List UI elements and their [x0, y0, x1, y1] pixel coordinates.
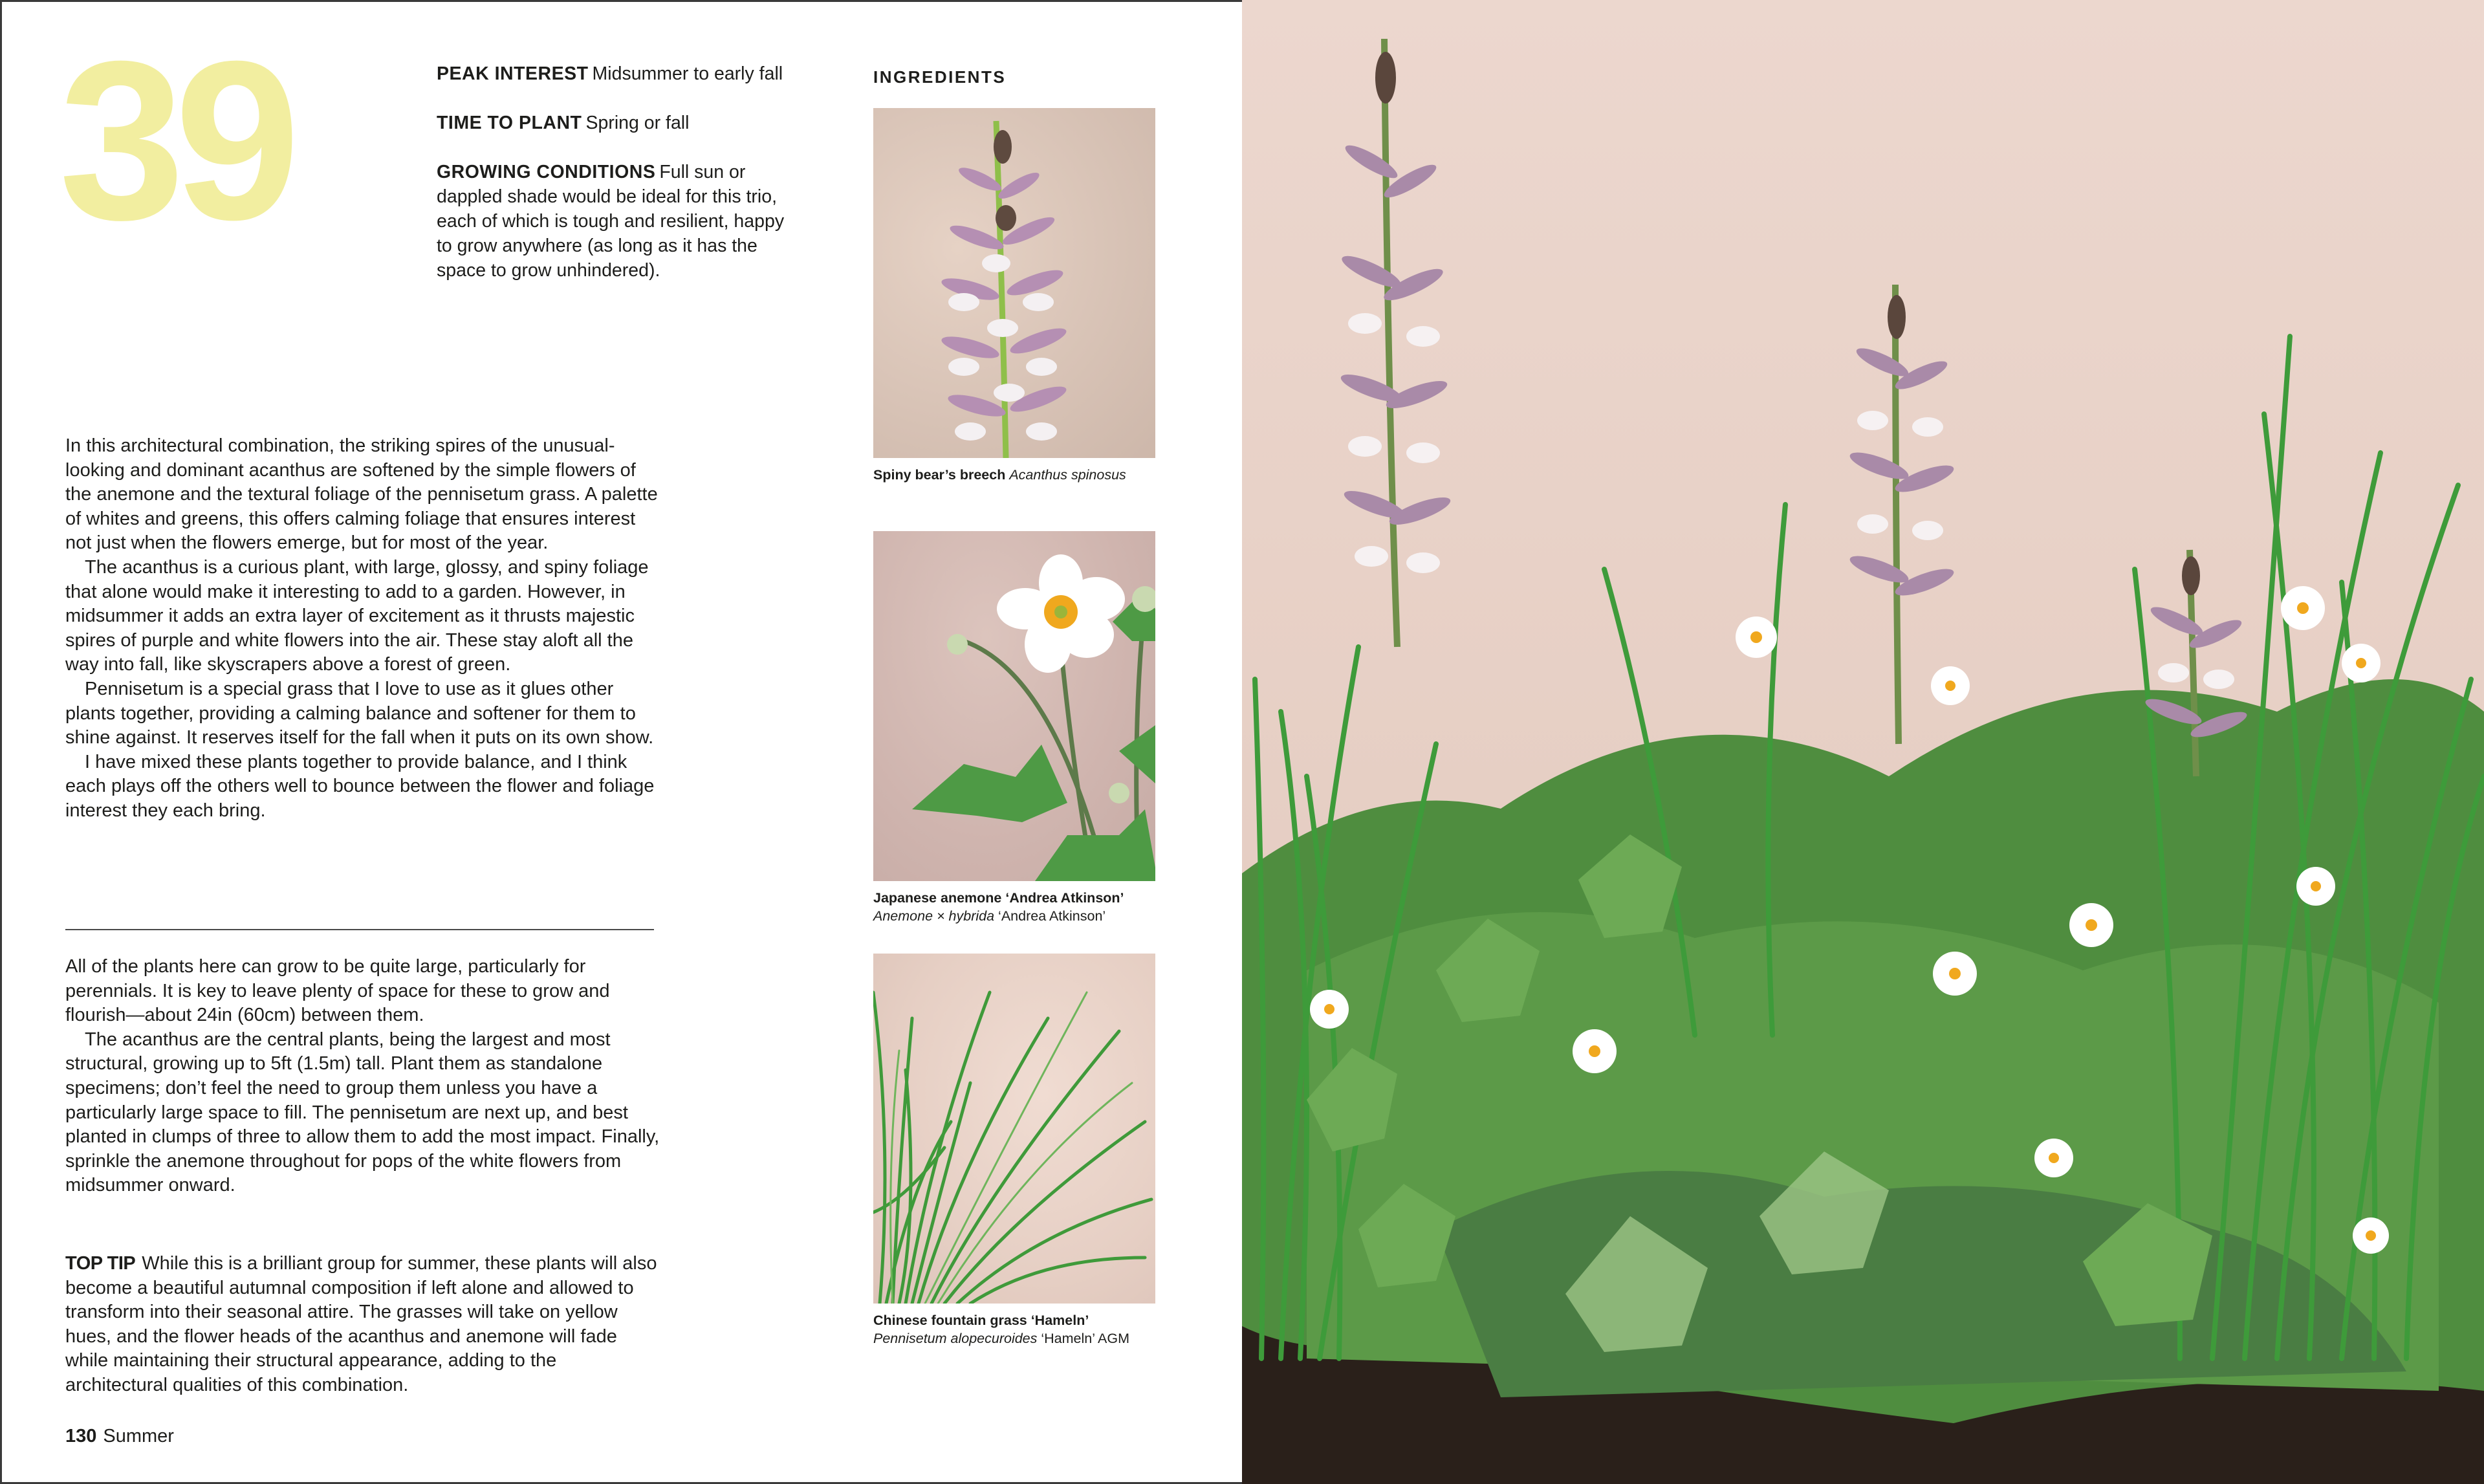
- fact-value: Full sun or dappled shade would be ideal for this trio, each of which is tough and resilient, happy to grow anywhere (as long as it has the space to grow unhindered).: [437, 162, 785, 281]
- fact-label: TIME TO PLANT: [437, 113, 582, 133]
- page-footer: [65, 1424, 174, 1448]
- intro-text: [65, 434, 660, 824]
- common-name: Chinese fountain grass ‘Hameln’: [873, 1313, 1089, 1328]
- paragraph: In this architectural combination, the striking spires of the unusual-looking and dominant acanthus are softened by the simple flowers of the anemone and the textural foliage of the pennisetum grass. A palette of whites and greens, this offers calming foliage that ensures interest not just when the flowers emerge, but for most of the year.: [65, 435, 658, 554]
- section-name: Summer: [103, 1426, 174, 1446]
- recipe-number: 39: [59, 14, 290, 267]
- ingredient-caption: [873, 889, 1155, 925]
- cultivar-name: ‘Hameln’ AGM: [1041, 1331, 1129, 1346]
- top-tip: [65, 1252, 660, 1398]
- paragraph: I have mixed these plants together to provide balance, and I think each plays off the others well to bounce between the flower and foliage interest they each bring.: [65, 751, 655, 821]
- fact-label: PEAK INTEREST: [437, 63, 589, 84]
- ingredient-caption: [873, 1311, 1155, 1348]
- ingredient-item: [873, 531, 1155, 925]
- acanthus-photo: [873, 108, 1155, 458]
- main-planting-photo: [1242, 0, 2484, 1484]
- plant-facts: [437, 61, 799, 307]
- common-name: Japanese anemone ‘Andrea Atkinson’: [873, 890, 1124, 906]
- paragraph: The acanthus are the central plants, being the largest and most structural, growing up to 5ft (1.5m) tall. Plant them as standalone specimens; don’t feel the need to group them unless you have a particularly large space to fill. The pennisetum are next up, and best planted in clumps of three to allow them to add the most impact. Finally, sprinkle the anemone throughout for pops of the white flowers from midsummer onward.: [65, 1029, 660, 1196]
- planting-text: [65, 955, 660, 1198]
- fact-value: Spring or fall: [585, 113, 690, 133]
- top-tip-label: TOP TIP: [65, 1253, 136, 1274]
- latin-name: Acanthus spinosus: [1009, 467, 1126, 483]
- paragraph: Pennisetum is a special grass that I love to use as it glues other plants together, providing a calming balance and softener for them to shine against. It reserves itself for the fall when it puts on its own show.: [65, 678, 654, 748]
- ingredient-caption: [873, 466, 1155, 484]
- common-name: Spiny bear’s breech: [873, 467, 1006, 483]
- fountain-grass-photo: [873, 954, 1155, 1304]
- fact-time-to-plant: [437, 111, 799, 135]
- paragraph: All of the plants here can grow to be quite large, particularly for perennials. It is key to leave plenty of space for these to grow and flourish—about 24in (60cm) between them.: [65, 956, 610, 1026]
- fact-growing-conditions: [437, 160, 799, 283]
- paragraph: The acanthus is a curious plant, with large, glossy, and spiny foliage that alone would make it interesting to add to a garden. However, in midsummer it adds an extra layer of excitement as it thrusts majestic spires of purple and white flowers into the air. These stay aloft all the way into fall, like skyscrapers above a forest of green.: [65, 556, 649, 675]
- ingredients-heading: INGREDIENTS: [873, 67, 1007, 87]
- white-anemone-flower-icon: [873, 531, 1155, 881]
- section-divider: [65, 929, 654, 930]
- garden-border-illustration-icon: [1242, 0, 2484, 1484]
- cultivar-name: ‘Andrea Atkinson’: [998, 908, 1106, 924]
- fact-label: GROWING CONDITIONS: [437, 162, 656, 182]
- anemone-photo: [873, 531, 1155, 881]
- latin-name: Anemone × hybrida: [873, 908, 995, 924]
- ingredients-column: [873, 64, 1158, 1346]
- top-tip-text: While this is a brilliant group for summer, these plants will also become a beautiful autumnal composition if left alone and allowed to transform into their seasonal attire. The grasses will take on yellow hues, and the flower heads of the acanthus and anemone will fade while maintaining their structural appearance, adding to the architectural qualities of this combination.: [65, 1253, 657, 1395]
- page-number: 130: [65, 1426, 97, 1446]
- fact-value: Midsummer to early fall: [592, 63, 783, 84]
- latin-name: Pennisetum alopecuroides: [873, 1331, 1038, 1346]
- grass-blades-icon: [873, 954, 1155, 1304]
- fact-peak-interest: [437, 61, 799, 86]
- ingredient-item: [873, 108, 1155, 484]
- ingredient-item: [873, 954, 1155, 1348]
- acanthus-spire-icon: [873, 108, 1155, 458]
